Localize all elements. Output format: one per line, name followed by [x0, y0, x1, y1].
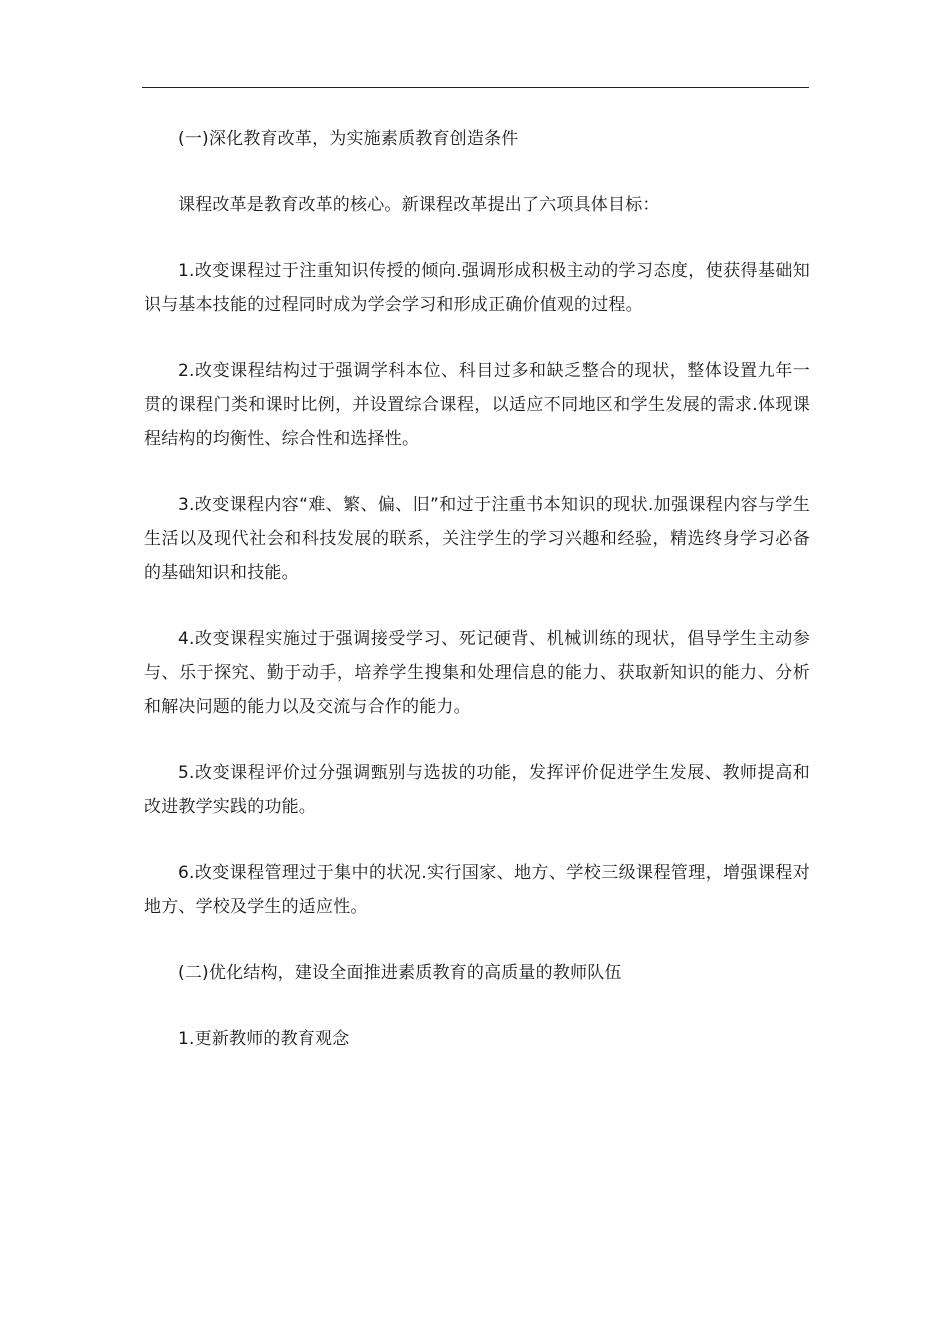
- goal-item-6: 6.改变课程管理过于集中的状况.实行国家、地方、学校三级课程管理，增强课程对地方、学校及学生的适应性。: [144, 863, 810, 917]
- goal-item-5: 5.改变课程评价过分强调甄别与选拔的功能，发挥评价促进学生发展、教师提高和改进教学实践的功能。: [144, 763, 810, 817]
- section-heading-2: (二)优化结构，建设全面推进素质教育的高质量的教师队伍: [178, 963, 622, 983]
- document-body: [144, 122, 810, 1088]
- goal-item-4: 4.改变课程实施过于强调接受学习、死记硬背、机械训练的现状，倡导学生主动参与、乐于探究、勤于动手，培养学生搜集和处理信息的能力、获取新知识的能力、分析和解决问题的能力以及交流与合作的能力。: [144, 629, 810, 717]
- goal-item-1: 1.改变课程过于注重知识传授的倾向.强调形成积极主动的学习态度，使获得基础知识与基本技能的过程同时成为学会学习和形成正确价值观的过程。: [144, 261, 810, 315]
- header-rule: [142, 87, 809, 88]
- section-heading-1: (一)深化教育改革，为实施素质教育创造条件: [178, 129, 519, 149]
- goal-item-2: 2.改变课程结构过于强调学科本位、科目过多和缺乏整合的现状，整体设置九年一贯的课程门类和课时比例，并设置综合课程，以适应不同地区和学生发展的需求.体现课程结构的均衡性、综合性和选择性。: [144, 361, 810, 449]
- goal-item-3: 3.改变课程内容“难、繁、偏、旧”和过于注重书本知识的现状.加强课程内容与学生生活以及现代社会和科技发展的联系，关注学生的学习兴趣和经验，精选终身学习必备的基础知识和技能。: [144, 495, 810, 583]
- subsection-item-1: 1.更新教师的教育观念: [178, 1029, 350, 1049]
- intro-paragraph: 课程改革是教育改革的核心。新课程改革提出了六项具体目标：: [178, 195, 660, 215]
